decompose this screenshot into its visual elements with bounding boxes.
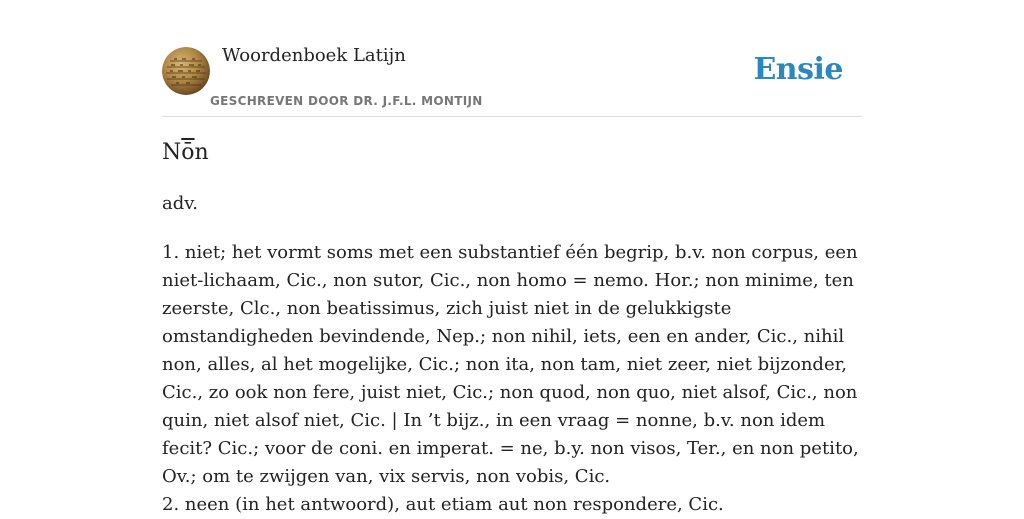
book-title[interactable]: Woordenboek Latijn: [222, 45, 406, 66]
headword-end: n: [194, 140, 209, 165]
entry-definition: [162, 239, 862, 519]
entry-headword: [162, 140, 209, 165]
ensie-brand-logo[interactable]: Ensie: [753, 52, 843, 87]
definition-sense: 2. neen (in het antwoord), aut etiam aut non respondere, Cic.: [162, 494, 724, 515]
coin-inscription-icon[interactable]: [162, 47, 210, 95]
page-header: [162, 0, 862, 117]
headword-start: N: [162, 140, 182, 165]
page-container: [162, 0, 862, 515]
author-byline: GESCHREVEN DOOR DR. J.F.L. MONTIJN: [210, 94, 483, 108]
definition-sense: 1. niet; het vormt soms met een substantief één begrip, b.v. non corpus, een niet-lichaam, Cic., non sutor, Cic., non homo = nemo. Hor.; non minime, ten zeerste, Clc., non beatissimus, zich juist niet in de gelukkigste omstandigheden bevindende, Nep.; non nihil, iets, een en ander, Cic., nihil non, alles, al het mogelijke, Cic.; non ita, non tam, niet zeer, niet bijzonder, Cic., zo ook non fere, juist niet, Cic.; non quod, non quo, niet alsof, Cic., non quin, niet alsof niet, Cic. | In ’t bijz., in een vraag = nonne, b.v. non idem fecit? Cic.; voor de coni. en imperat. = ne, b.y. non visos, Ter., en non petito, Ov.; om te zwijgen van, vix servis, non vobis, Cic.: [162, 242, 859, 487]
headword-macron-letter: ō: [181, 140, 195, 165]
part-of-speech: adv.: [162, 193, 199, 214]
